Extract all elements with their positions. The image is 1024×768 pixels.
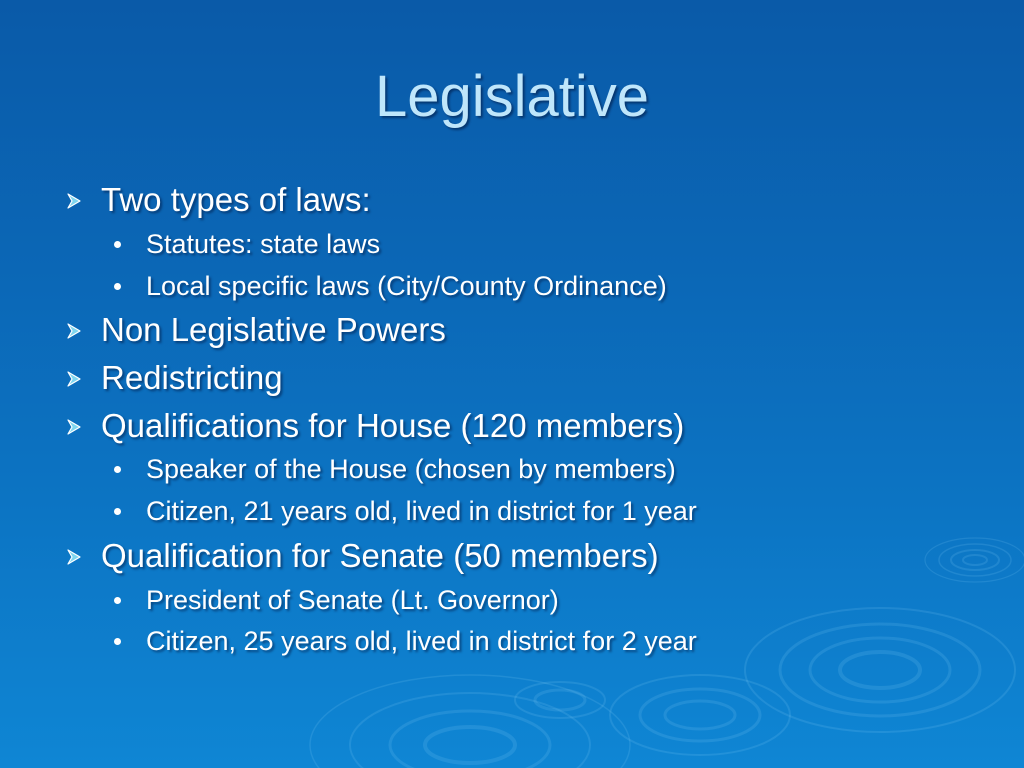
- slide-title: Legislative: [374, 64, 650, 129]
- bullet-item: [64, 180, 371, 220]
- sub-bullet-text: President of Senate (Lt. Governor): [146, 585, 559, 615]
- bullet-text: Qualification for Senate (50 members): [101, 537, 659, 574]
- sub-bullet-item: [112, 494, 697, 528]
- sub-bullet-text: Citizen, 25 years old, lived in district for 2 year: [146, 626, 697, 656]
- arrow-bullet-icon: [64, 547, 84, 567]
- arrow-bullet-icon: [64, 191, 84, 211]
- dot-bullet-icon: [114, 283, 121, 290]
- bullet-item: [64, 358, 283, 398]
- arrow-bullet-icon: [64, 321, 84, 341]
- dot-bullet-icon: [114, 466, 121, 473]
- bullet-text: Redistricting: [101, 359, 283, 396]
- bullet-text: Two types of laws:: [101, 181, 371, 218]
- arrow-bullet-icon: [64, 417, 84, 437]
- sub-bullet-item: [112, 227, 380, 261]
- bullet-item: [64, 536, 659, 576]
- bullet-text: Qualifications for House (120 members): [101, 407, 685, 444]
- bullet-text: Non Legislative Powers: [101, 311, 446, 348]
- sub-bullet-text: Local specific laws (City/County Ordinance): [146, 271, 667, 301]
- dot-bullet-icon: [114, 597, 121, 604]
- dot-bullet-icon: [114, 241, 121, 248]
- sub-bullet-text: Statutes: state laws: [146, 229, 381, 259]
- sub-bullet-item: [112, 269, 667, 303]
- sub-bullet-text: Speaker of the House (chosen by members): [146, 454, 676, 484]
- bullet-item: [64, 310, 446, 350]
- sub-bullet-item: [112, 624, 697, 658]
- sub-bullet-item: [112, 583, 559, 617]
- dot-bullet-icon: [114, 508, 121, 515]
- arrow-bullet-icon: [64, 369, 84, 389]
- sub-bullet-item: [112, 452, 676, 486]
- bullet-item: [64, 406, 684, 446]
- sub-bullet-text: Citizen, 21 years old, lived in district for 1 year: [146, 496, 697, 526]
- dot-bullet-icon: [114, 638, 121, 645]
